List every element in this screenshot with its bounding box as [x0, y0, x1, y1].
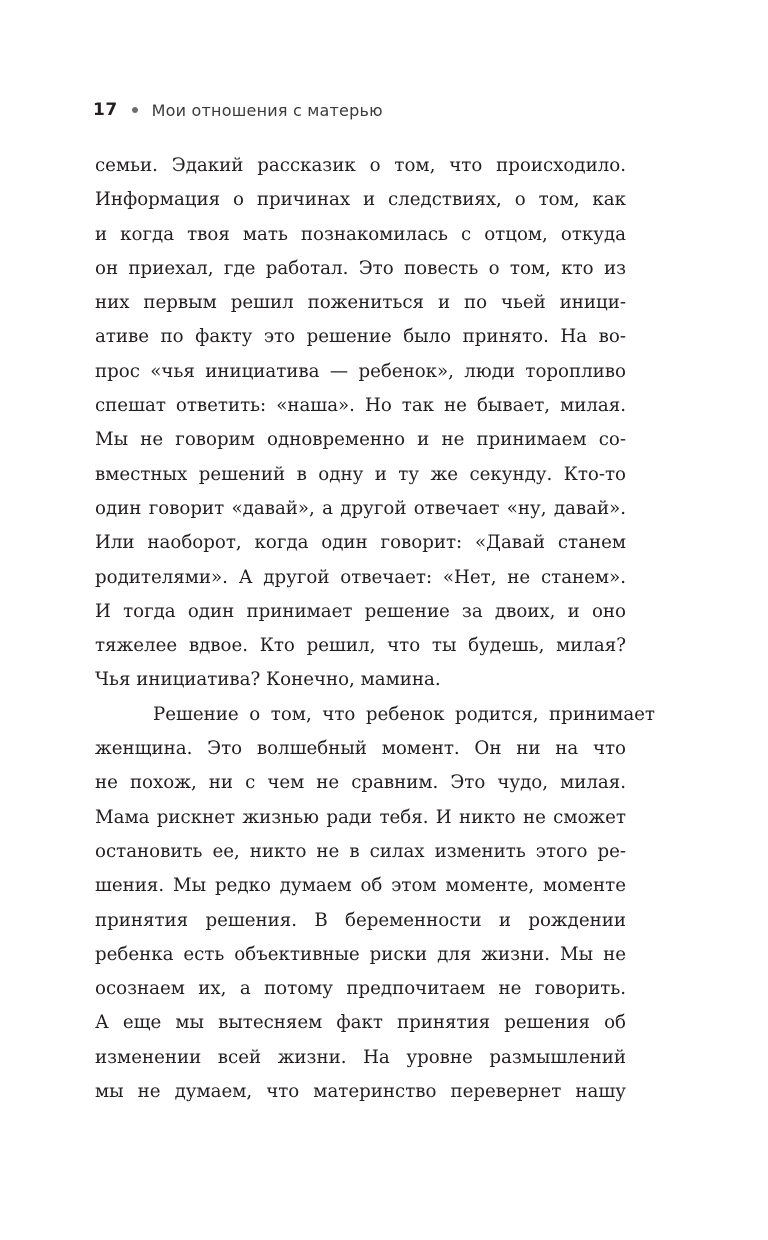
text-line: Решение о том, что ребенок родится, принимает	[153, 703, 655, 725]
text-line: ребенка есть объективные риски для жизни. Мы не	[95, 943, 626, 965]
running-title: Мои отношения с матерью	[151, 100, 383, 120]
text-line: семьи. Эдакий рассказик о том, что происходило.	[95, 155, 626, 176]
text-line: мы не думаем, что материнство перевернет нашу	[95, 1081, 626, 1103]
paragraph-1	[95, 149, 626, 698]
text-line: И тогда один принимает решение за двоих, и оно	[95, 600, 626, 622]
paragraph-2	[95, 698, 655, 1110]
text-line: изменении всей жизни. На уровне размышлений	[95, 1046, 626, 1068]
running-header	[93, 96, 383, 124]
text-line: спешат ответить: «наша». Но так не бывает, милая.	[95, 395, 626, 417]
text-line: и когда твоя мать познакомилась с отцом, откуда	[95, 223, 626, 245]
text-line: А еще мы вытесняем факт принятия решения об	[95, 1012, 626, 1034]
text-line: вместных решений в одну и ту же секунду. Кто-то	[95, 463, 626, 485]
text-line: Мы не говорим одновременно и не принимаем со-	[95, 429, 626, 451]
text-line: родителями». А другой отвечает: «Нет, не станем».	[95, 566, 626, 588]
text-line: Чья инициатива? Конечно, мамина.	[95, 669, 441, 691]
text-line: он приехал, где работал. Это повесть о том, кто из	[95, 257, 626, 279]
text-line: Или наоборот, когда один говорит: «Давай станем	[95, 532, 626, 554]
text-line: них первым решил пожениться и по чьей иници-	[95, 292, 626, 314]
text-line: прос «чья инициатива — ребенок», люди торопливо	[95, 360, 626, 382]
bullet-separator-icon	[132, 107, 138, 113]
body-text	[95, 149, 655, 1109]
text-line: Информация о причинах и следствиях, о том, как	[95, 189, 626, 211]
text-line: тяжелее вдвое. Кто решил, что ты будешь, милая?	[95, 635, 626, 657]
text-line: принятия решения. В беременности и рождении	[95, 909, 626, 931]
text-line: не похож, ни с чем не сравним. Это чудо, милая.	[95, 772, 626, 794]
text-line: ативе по факту это решение было принято. На во-	[95, 326, 626, 348]
text-line: осознаем их, а потому предпочитаем не говорить.	[95, 978, 626, 1000]
text-line: один говорит «давай», а другой отвечает «ну, давай».	[95, 497, 626, 519]
text-line: шения. Мы редко думаем об этом моменте, моменте	[95, 875, 626, 897]
page-number: 17	[93, 100, 118, 120]
text-line: женщина. Это волшебный момент. Он ни на что	[95, 738, 626, 760]
text-line: остановить ее, никто не в силах изменить этого ре-	[95, 840, 626, 862]
text-line: Мама рискнет жизнью ради тебя. И никто не сможет	[95, 806, 626, 828]
